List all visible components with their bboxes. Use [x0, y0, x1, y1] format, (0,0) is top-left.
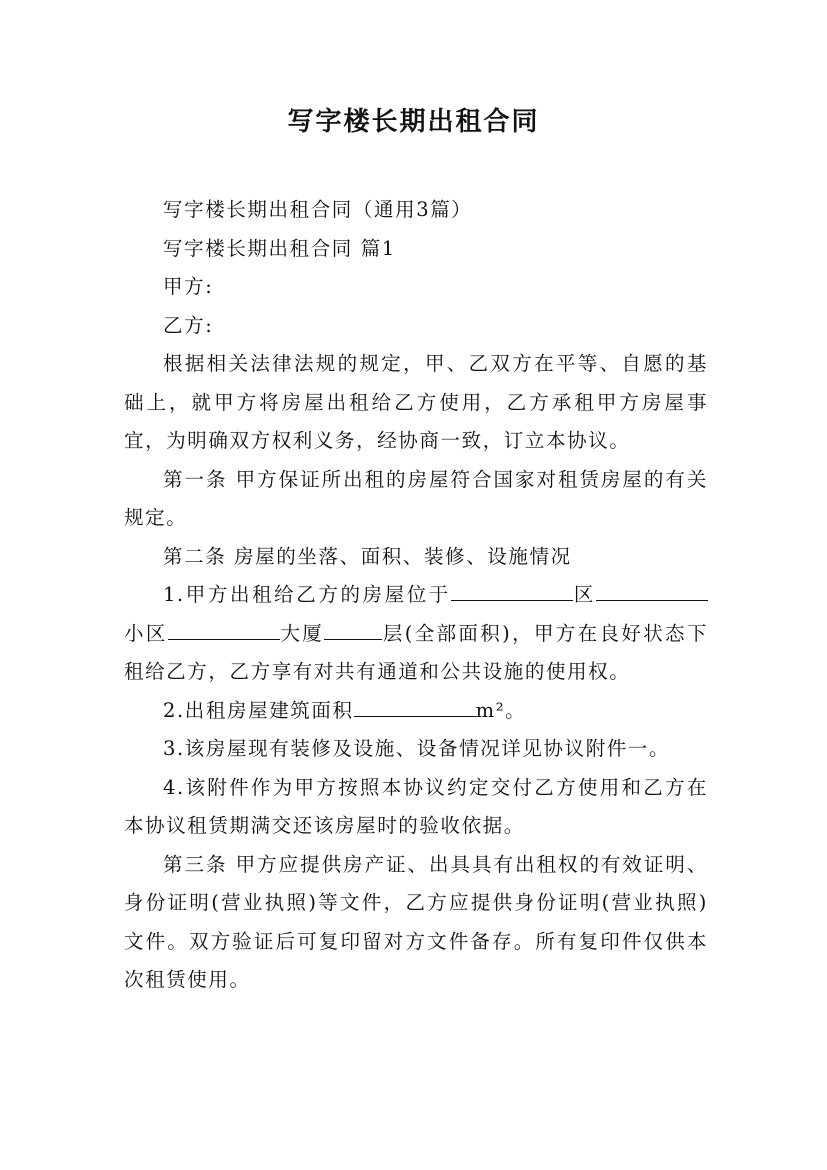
area-blank: [354, 695, 476, 716]
clause-4: 4.该附件作为甲方按照本协议约定交付乙方使用和乙方在本协议租赁期满交还该房屋时的验收依据。: [124, 775, 708, 837]
clause-3: 3.该房屋现有装修及设施、设备情况详见协议附件一。: [163, 737, 671, 760]
floor-blank: [324, 618, 382, 639]
article-1: 第一条 甲方保证所出租的房屋符合国家对租赁房屋的有关规定。: [124, 467, 708, 529]
building-label: 大厦: [279, 621, 325, 645]
community-label: 小区: [124, 621, 168, 645]
article-2-heading: 第二条 房屋的坐落、面积、装修、设施情况: [163, 544, 572, 568]
building-blank: [168, 618, 280, 639]
floor-label: 层(全部面积)，: [382, 621, 534, 645]
community-blank: [596, 580, 708, 601]
preamble-paragraph: 根据相关法律法规的规定，甲、乙双方在平等、自愿的基础上，就甲方将房屋出租给乙方使用，乙方承租甲方房屋事宜，为明确双方权利义务，经协商一致，订立本协议。: [124, 352, 708, 452]
district-label: 区: [572, 583, 596, 606]
clause-1-rest: 甲方在良好状态下租给乙方，乙方享有对共有通道和公共设施的使用权。: [124, 621, 708, 683]
document-title: 写字楼长期出租合同: [287, 107, 540, 137]
clause-1: [124, 576, 708, 692]
section-heading: 写字楼长期出租合同 篇1: [163, 236, 396, 260]
clause-2: [124, 692, 708, 731]
document-body: [124, 191, 708, 1000]
article-3: 第三条 甲方应提供房产证、出具具有出租权的有效证明、身份证明(营业执照)等文件，乙方应提供身份证明(营业执照)文件。双方验证后可复印留对方文件备存。所有复印件仅供本次租赁使用。: [124, 852, 708, 991]
clause-1-prefix: 1.甲方出租给乙方的房屋位于: [163, 583, 451, 606]
party-a-label: 甲方:: [163, 275, 214, 298]
area-unit: m²。: [475, 698, 527, 722]
document-subtitle: 写字楼长期出租合同（通用3篇）: [163, 198, 473, 221]
party-b-label: 乙方:: [163, 313, 214, 337]
clause-2-prefix: 2.出租房屋建筑面积: [163, 698, 354, 722]
location-blank: [451, 580, 573, 601]
